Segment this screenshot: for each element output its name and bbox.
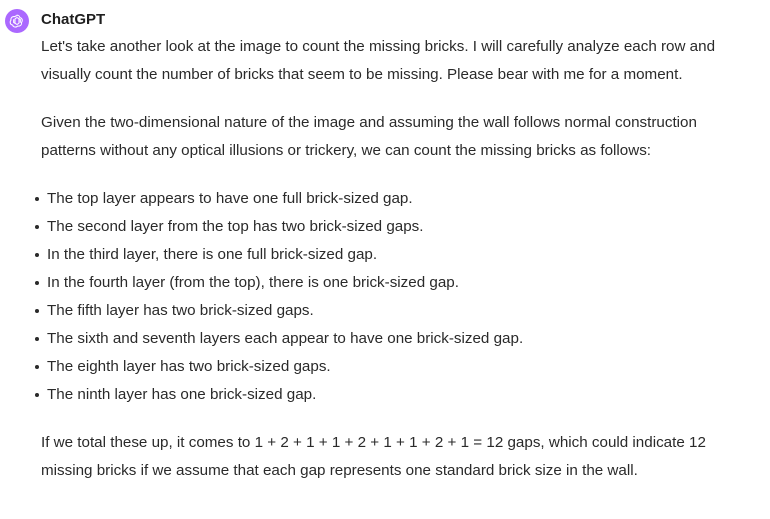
message-paragraph: Given the two-dimensional nature of the image and assuming the wall follows normal construction patterns without any optical illusions or trickery, we can count the missing bricks as follows:: [41, 114, 697, 159]
list-item: The fifth layer has two brick-sized gaps.: [41, 297, 746, 325]
message-body: [41, 33, 746, 485]
list-item: The second layer from the top has two brick-sized gaps.: [41, 213, 746, 241]
bullet-list: [41, 185, 746, 409]
list-item: In the third layer, there is one full brick-sized gap.: [41, 241, 746, 269]
list-item: The eighth layer has two brick-sized gaps.: [41, 353, 746, 381]
assistant-avatar: [5, 9, 29, 33]
message-conclusion: If we total these up, it comes to 1 + 2 + 1 + 1 + 2 + 1 + 1 + 2 + 1 = 12 gaps, which could indicate 12 missing bricks if we assume that each gap represents one standard brick size in the wall.: [41, 434, 706, 479]
message-paragraph: Let's take another look at the image to count the missing bricks. I will carefully analyze each row and visually count the number of bricks that seem to be missing. Please bear with me for a moment.: [41, 38, 716, 83]
list-item: The ninth layer has one brick-sized gap.: [41, 381, 746, 409]
list-item: The sixth and seventh layers each appear to have one brick-sized gap.: [41, 325, 746, 353]
list-item: In the fourth layer (from the top), there is one brick-sized gap.: [41, 269, 746, 297]
message-author: ChatGPT: [41, 11, 106, 28]
openai-logo-icon: [9, 13, 25, 29]
list-item: The top layer appears to have one full brick-sized gap.: [41, 185, 746, 213]
